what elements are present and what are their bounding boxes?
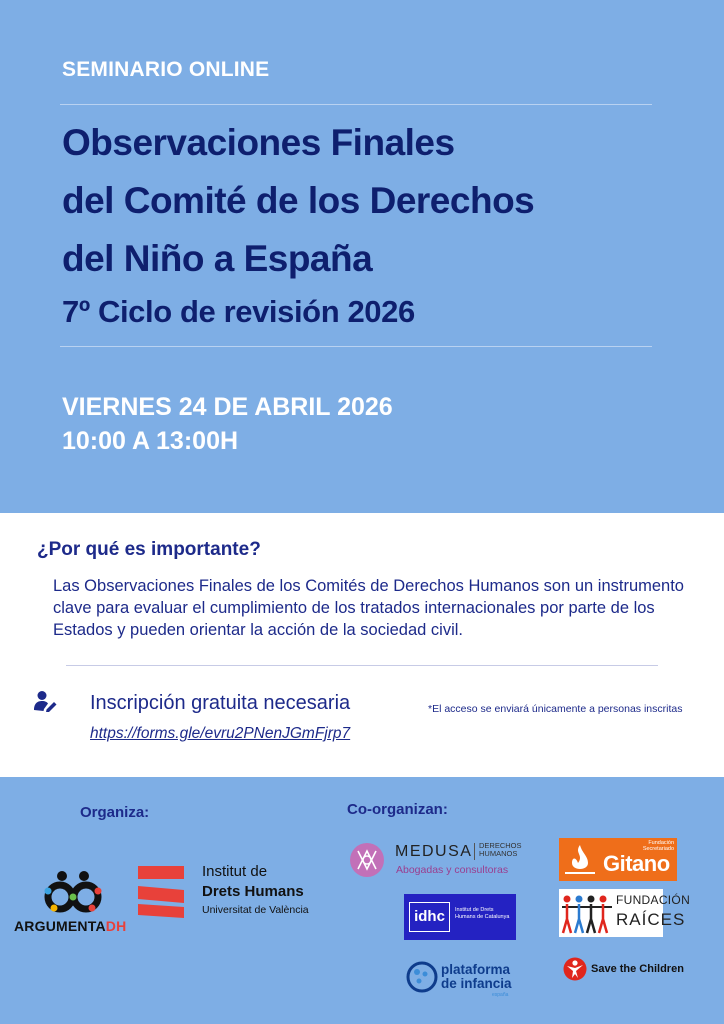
idhc-box: idhc xyxy=(409,902,450,932)
gitano-flame-icon xyxy=(562,843,598,877)
medusa-subtitle: Abogadas y consultoras xyxy=(396,864,509,876)
raices-line2: RAÍCES xyxy=(616,910,686,929)
raices-line1: FUNDACIÓN xyxy=(616,893,691,907)
title-line-3: del Niño a España xyxy=(62,238,373,279)
registration-note: *El acceso se enviará únicamente a personas inscritas xyxy=(428,703,683,715)
idh-logo-icon xyxy=(137,866,187,918)
medusa-name: MEDUSA xyxy=(395,843,473,860)
section-paragraph: Las Observaciones Finales de los Comités de Derechos Humanos son un instrumento clave para evaluar el cumplimiento de los tratados internacionales por parte de los Estados y pueden orientar la acción de la sociedad civil. xyxy=(53,577,684,639)
raices-people-icon xyxy=(561,893,613,935)
plataforma-line3: españa xyxy=(492,992,509,998)
medusa-logo-icon xyxy=(349,842,385,878)
idh-line2: Drets Humans xyxy=(202,883,304,900)
user-edit-icon xyxy=(33,690,59,712)
argumenta-infinity-icon xyxy=(12,866,136,918)
title-line-2: del Comité de los Derechos xyxy=(62,180,535,221)
idh-line3: Universitat de València xyxy=(202,904,309,916)
title-line-1: Observaciones Finales xyxy=(62,122,455,163)
divider xyxy=(60,346,652,347)
argumenta-logo xyxy=(12,866,136,936)
save-the-children-icon xyxy=(563,957,587,981)
idh-line1: Institut de xyxy=(202,863,268,880)
registration-title: Inscripción gratuita necesaria xyxy=(90,692,351,714)
argumenta-wordmark: ARGUMENTADH xyxy=(14,918,127,934)
plataforma-logo-icon xyxy=(406,961,438,993)
section-heading: ¿Por qué es importante? xyxy=(37,539,261,560)
event-date: VIERNES 24 DE ABRIL 2026 xyxy=(62,393,393,421)
raices-logo xyxy=(559,889,691,937)
event-time: 10:00 A 13:00H xyxy=(62,427,239,455)
coorganizan-label: Co-organizan: xyxy=(347,801,448,818)
idhc-logo xyxy=(404,894,516,940)
divider xyxy=(474,843,475,860)
organiza-label: Organiza: xyxy=(80,804,150,821)
divider xyxy=(66,665,658,666)
plataforma-line2: de infancia xyxy=(441,976,512,991)
subtitle: 7º Ciclo de revisión 2026 xyxy=(62,294,415,329)
gitano-name: Gitano xyxy=(603,851,670,876)
gitano-small-text: Fundación Secretariado xyxy=(642,840,674,852)
save-the-children-text: Save the Children xyxy=(591,963,684,975)
registration-link[interactable]: https://forms.gle/evru2PNenJGmFjrp7 xyxy=(90,725,351,742)
event-type-label: SEMINARIO ONLINE xyxy=(62,58,270,81)
plataforma-line1: plataforma xyxy=(441,962,511,977)
gitano-logo xyxy=(559,838,677,881)
medusa-dh: DERECHOS HUMANOS xyxy=(479,841,522,858)
idhc-text: Institut de Drets Humans de Catalunya xyxy=(455,907,510,920)
divider xyxy=(60,104,652,105)
